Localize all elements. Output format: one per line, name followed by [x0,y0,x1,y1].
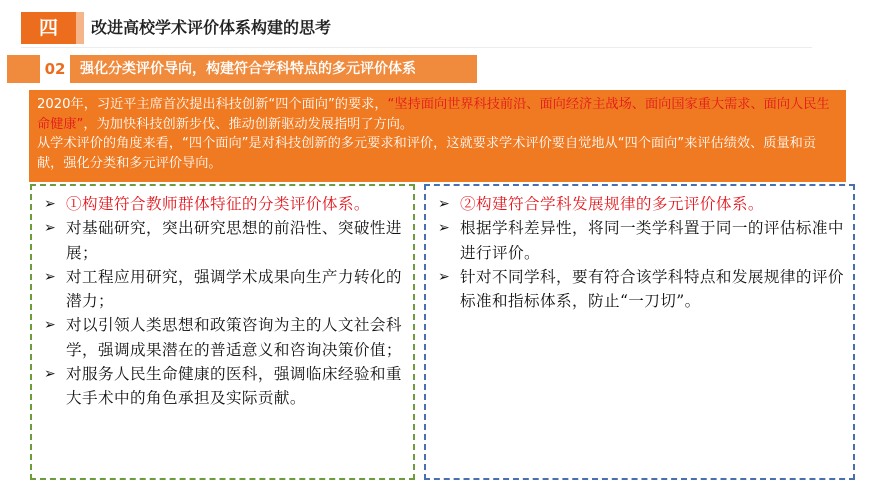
arrow-bullet-icon: ➢ [44,196,57,212]
section-divider [21,47,812,48]
subsection-title: 强化分类评价导向，构建符合学科特点的多元评价体系 [80,61,416,77]
list-item-text: 对工程应用研究，强调学术成果向生产力转化的潜力； [66,267,402,311]
list-item [44,265,405,314]
column-heading-item [438,192,845,216]
intro-quote-highlight: “坚持面向世界科技前沿、面向经济主战场、面向国家重大需求、面向人民生命健康” [37,97,830,132]
section-number-badge: 四 [21,12,76,44]
list-item-text: 根据学科差异性，将同一类学科置于同一的评估标准中进行评价。 [460,219,844,262]
arrow-bullet-icon: ➢ [438,268,451,285]
intro-text-suffix: ，为加快科技创新步伐、推动创新驱动发展指明了方向。 [83,116,414,132]
column-heading-item [44,192,405,216]
list-item-text: 对服务人民生命健康的医科，强调临床经验和重大手术中的角色承担及实际贡献。 [66,365,402,408]
list-item [44,216,405,265]
list-item-text: 针对不同学科，要有符合该学科特点和发展规律的评价标准和指标体系，防止“一刀切”。 [460,267,844,311]
list-item [44,313,405,362]
list-item [438,265,845,314]
list-item-text: ①构建符合教师群体特征的分类评价体系。 [66,195,370,213]
intro-box [29,90,846,182]
intro-text-prefix: 2020年，习近平主席首次提出科技创新“四个面向”的要求， [37,97,388,112]
arrow-bullet-icon: ➢ [44,220,57,237]
arrow-bullet-icon: ➢ [44,317,57,334]
left-column-panel [30,184,415,480]
intro-paragraph-2: 从学术评价的角度来看，“四个面向”是对科技创新的多元要求和评价，这就要求学术评价要自觉地从“四个面向”来评估绩效、质量和贡献，强化分类和多元评价导向。 [37,136,817,171]
arrow-bullet-icon: ➢ [438,196,451,212]
list-item-text: 对基础研究，突出研究思想的前沿性、突破性进展； [66,219,402,262]
arrow-bullet-icon: ➢ [438,220,451,237]
list-item-text: 对以引领人类思想和政策咨询为主的人文社会科学，强调成果潜在的普适意义和咨询决策价值； [66,316,402,359]
arrow-bullet-icon: ➢ [44,366,57,383]
right-column-panel [424,184,855,480]
section-title: 改进高校学术评价体系构建的思考 [91,18,332,37]
list-item [438,216,845,265]
list-item-text: ②构建符合学科发展规律的多元评价体系。 [460,195,764,213]
subsection-number: 02 [40,55,70,83]
arrow-bullet-icon: ➢ [44,268,57,285]
list-item [44,362,405,411]
